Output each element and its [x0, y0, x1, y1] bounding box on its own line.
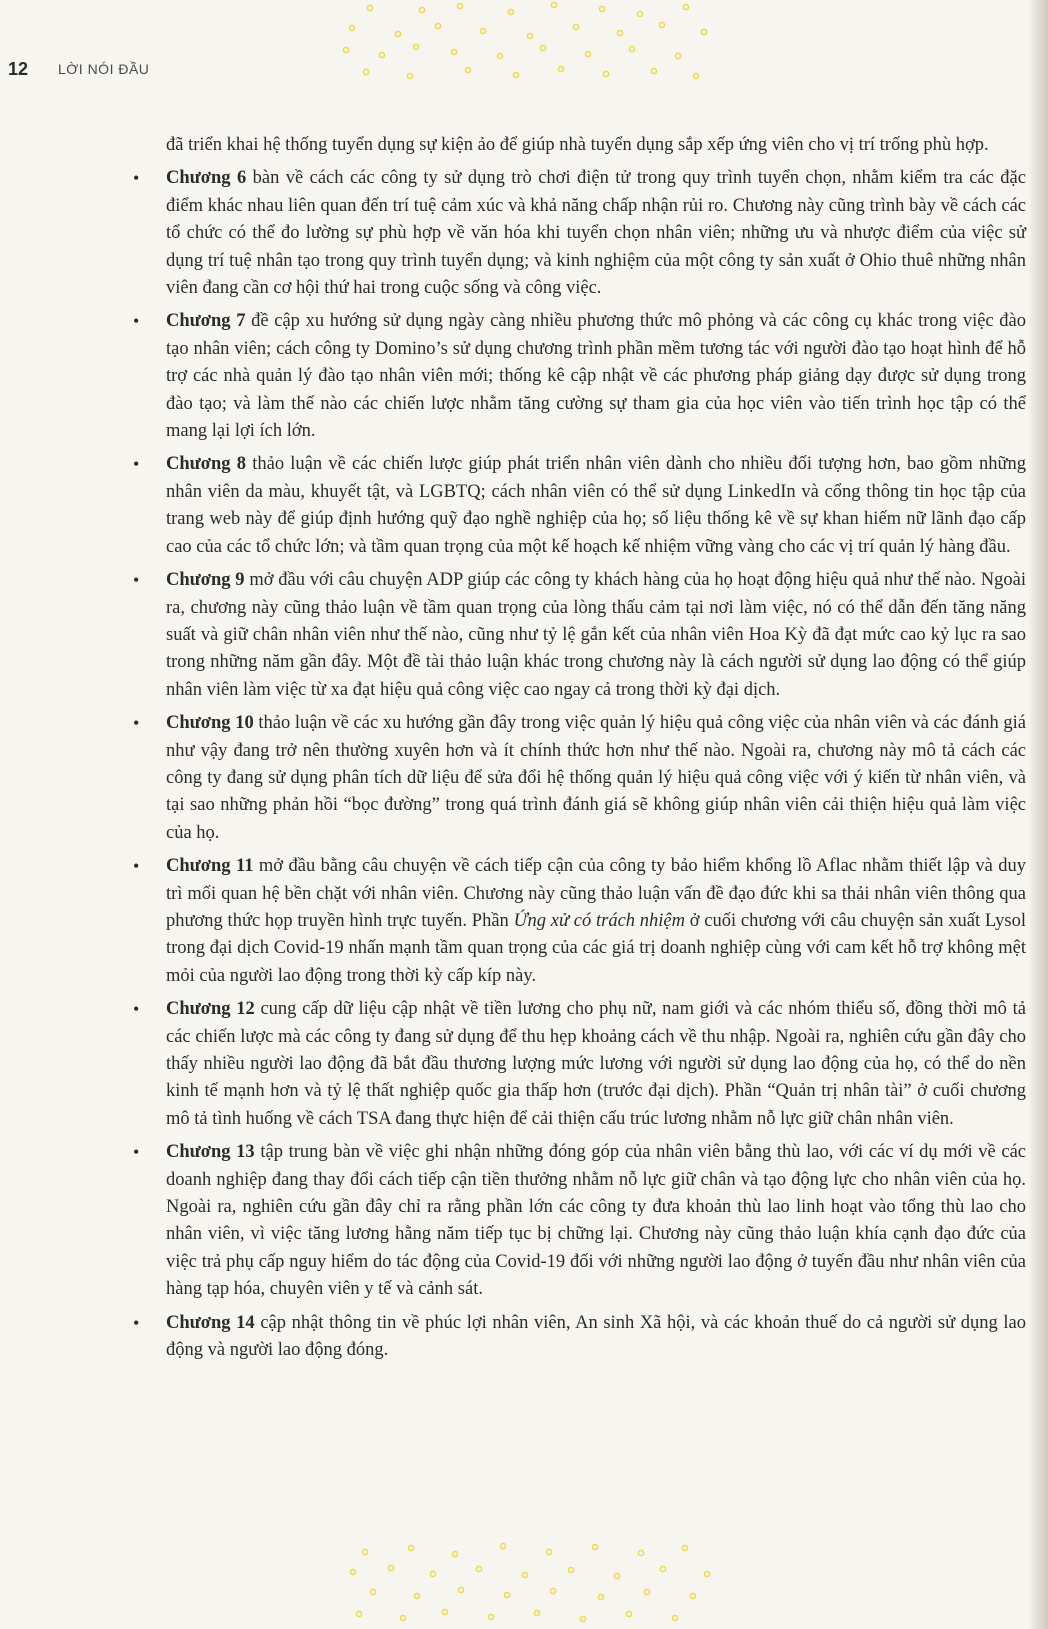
- bullet-icon: •: [133, 168, 140, 189]
- list-item: [130, 165, 1026, 302]
- chapter-description: bàn về cách các công ty sử dụng trò chơi điện tử trong quy trình tuyển chọn, nhằm kiểm tra các đặc điểm khác nhau liên quan đến trí tuệ cảm xúc và khả năng chấp nhận rủi ro. Chương này cũng trình bày về cách các tổ chức có thể đo lường sự phù hợp về văn hóa khi tuyển chọn nhân viên; những ưu và nhược điểm của việc sử dụng trí tuệ nhân tạo trong quy trình tuyển dụng; và kinh nghiệm của một công ty sản xuất ở Ohio thuê những nhân viên đang cần cơ hội thứ hai trong cuộc sống và công việc.: [166, 168, 1026, 299]
- page-number: 12: [8, 58, 29, 79]
- chapter-title: Chương 6: [166, 168, 247, 189]
- list-item: [130, 853, 1026, 990]
- bullet-icon: •: [133, 713, 140, 734]
- decorative-dot-pattern-bottom: [345, 1540, 725, 1629]
- bullet-icon: •: [133, 454, 140, 475]
- list-item: [130, 451, 1026, 561]
- bullet-icon: •: [133, 1142, 140, 1163]
- list-item: [130, 1139, 1026, 1303]
- list-item: [130, 710, 1026, 847]
- chapter-description-continued: ở cuối chương với câu chuyện sản xuất Lysol trong đại dịch Covid-19 nhấn mạnh tầm quan trọng của các giá trị doanh nghiệp cùng với cam kết hỗ trợ không mệt mỏi của người lao động trong thời kỳ cấp kíp này.: [166, 910, 1027, 986]
- list-item: [130, 567, 1026, 704]
- chapter-title: Chương 14: [166, 1312, 255, 1333]
- bullet-icon: •: [133, 856, 140, 877]
- chapter-title: Chương 8: [166, 454, 246, 475]
- intro-paragraph: đã triển khai hệ thống tuyển dụng sự kiện ảo để giúp nhà tuyển dụng sắp xếp ứng viên cho vị trí trống phù hợp.: [166, 135, 989, 155]
- chapter-description: cung cấp dữ liệu cập nhật về tiền lương cho phụ nữ, nam giới và các nhóm thiểu số, đồng thời mô tả các chiến lược mà các công ty đang sử dụng để thu hẹp khoảng cách về thu nhập. Ngoài ra, nghiên cứu gần đây cho thấy nhiều người lao động đã bắt đầu thương lượng mức lương với người sử dụng lao động của họ, có thể do nền kinh tế mạnh hơn và tỷ lệ thất nghiệp quốc gia thấp hơn (trước đại dịch). Phần “Quản trị nhân tài” ở cuối chương mô tả tình huống về cách TSA đang thực hiện để cải thiện cấu trúc lương nhằm nỗ lực giữ chân nhân viên.: [166, 999, 1026, 1129]
- chapter-title: Chương 9: [166, 570, 245, 591]
- chapter-description: mở đầu bằng câu chuyện về cách tiếp cận của công ty bảo hiểm khổng lồ Aflac nhằm thiết lập và duy trì mối quan hệ bền chặt với nhân viên. Chương này cũng thảo luận vấn đề đạo đức khi sa thải nhân viên thông qua phương thức họp truyền hình trực tuyến. Phần: [166, 856, 1026, 931]
- page-edge: [1034, 0, 1048, 1629]
- list-item: [130, 308, 1026, 445]
- list-item: [130, 1310, 1026, 1365]
- chapter-italic-phrase: Ứng xử có trách nhiệm: [513, 910, 686, 931]
- decorative-dot-pattern-top: [340, 0, 720, 85]
- chapter-list: [130, 165, 1026, 1364]
- list-item: [130, 996, 1026, 1133]
- chapter-description: tập trung bàn về việc ghi nhận những đóng góp của nhân viên bằng thù lao, với các ví dụ mới về các doanh nghiệp đang thay đổi cách tiếp cận tiền thưởng nhằm nỗ lực giữ chân và tạo động lực cho nhân viên của họ. Ngoài ra, nghiên cứu gần đây chỉ ra rằng phần lớn các công ty đưa khoản thù lao linh hoạt vào tổng thù lao cho nhân viên, vì việc tăng lương hằng năm tiếp tục bị chững lại. Chương này cũng thảo luận khía cạnh đạo đức của việc trả phụ cấp nguy hiểm do tác động của Covid-19 đối với những người lao động ở tuyến đầu như nhân viên của hàng tạp hóa, chuyên viên y tế và cảnh sát.: [166, 1142, 1026, 1300]
- chapter-title: Chương 12: [166, 999, 255, 1020]
- page-header: [8, 56, 149, 82]
- running-head: LỜI NÓI ĐẦU: [58, 61, 150, 77]
- chapter-description: cập nhật thông tin về phúc lợi nhân viên, An sinh Xã hội, và các khoản thuế do cả người sử dụng lao động và người lao động đóng.: [166, 1312, 1026, 1361]
- page-body: [130, 132, 1026, 1370]
- chapter-description: thảo luận về các chiến lược giúp phát triển nhân viên dành cho nhiều đối tượng hơn, bao gồm những nhân viên da màu, khuyết tật, và LGBTQ; cách nhân viên có thể sử dụng LinkedIn và cổng thông tin học tập của trang web này để giúp định hướng quỹ đạo nghề nghiệp của họ; số liệu thống kê về sự khan hiếm nữ lãnh đạo cấp cao của các tổ chức lớn; và tầm quan trọng của một kế hoạch kế nhiệm vững vàng cho các vị trí quản lý hàng đầu.: [166, 454, 1027, 557]
- chapter-description: đề cập xu hướng sử dụng ngày càng nhiều phương thức mô phỏng và các công cụ khác trong việc đào tạo nhân viên; cách công ty Domino’s sử dụng chương trình phần mềm tương tác với người đào tạo hoạt hình để hỗ trợ các nhà quản lý đào tạo nhân viên mới; thống kê cập nhật về các phương pháp giảng dạy được sử dụng trong đào tạo; và làm thế nào các chiến lược nhằm tăng cường sự tham gia của học viên vào tiến trình học tập có thể mang lại lợi ích lớn.: [166, 311, 1027, 442]
- bullet-icon: •: [133, 1312, 140, 1333]
- bullet-icon: •: [133, 570, 140, 591]
- chapter-description: mở đầu với câu chuyện ADP giúp các công ty khách hàng của họ hoạt động hiệu quả như thế nào. Ngoài ra, chương này cũng thảo luận về tầm quan trọng của lòng thấu cảm tại nơi làm việc, nó có thể dẫn đến tăng năng suất và giữ chân nhân viên như thế nào, cũng như tỷ lệ gắn kết của nhân viên Hoa Kỳ đã đạt mức cao kỷ lục ra sao trong những năm gần đây. Một đề tài thảo luận khác trong chương này là cách người sử dụng lao động có thể giúp nhân viên làm việc từ xa đạt hiệu quả công việc cao ngay cả trong thời kỳ đại dịch.: [166, 570, 1026, 700]
- bullet-icon: •: [133, 999, 140, 1020]
- chapter-title: Chương 11: [166, 856, 254, 877]
- bullet-icon: •: [133, 311, 140, 332]
- chapter-title: Chương 10: [166, 713, 254, 734]
- chapter-title: Chương 7: [166, 311, 246, 332]
- chapter-title: Chương 13: [166, 1142, 255, 1163]
- chapter-description: thảo luận về các xu hướng gần đây trong việc quản lý hiệu quả công việc của nhân viên và các đánh giá như vậy đang trở nên thường xuyên hơn và ít chính thức hơn như thế nào. Ngoài ra, chương này mô tả cách các công ty đang sử dụng phân tích dữ liệu để sửa đổi hệ thống quản lý hiệu quả công việc với ý kiến từ nhân viên, và tại sao những phản hồi “bọc đường” trong quá trình đánh giá sẽ không giúp nhân viên cải thiện hiệu quả làm việc của họ.: [166, 713, 1026, 843]
